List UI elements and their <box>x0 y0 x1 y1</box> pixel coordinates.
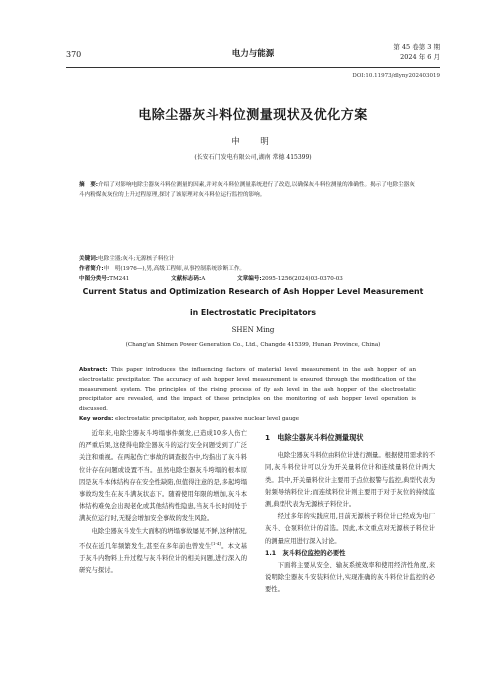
volume-text: 第 45 卷第 3 期 <box>393 43 440 51</box>
doc-code-label: 文献标志码: <box>171 276 202 282</box>
keywords-cn-label: 关键词: <box>79 256 99 262</box>
article-meta <box>79 254 416 284</box>
keywords-en-label: Key words: <box>79 415 114 422</box>
journal-name: 电力与能源 <box>231 49 275 59</box>
affiliation-english: (Chang'an Shimen Power Generation Co., Ltd., Changde 415399, Hunan Province, China) <box>125 342 381 348</box>
body-paragraph: 电除尘器灰斗料位由料位计进行测量。根据使用需求的不同,灰斗料位计可以分为开关量料位计和连续量料位计两大类。其中,开关量料位计主要用于点位报警与监控,典型代表为射频导纳料位计;而连续料位计则主要用于对于灰位的持续监测,典型代表为无源核子料位计。 <box>265 452 436 509</box>
doi[interactable]: DOI:10.11973/dlyny202403019 <box>352 73 440 79</box>
title-chinese: 电除尘器灰斗料位测量现状及优化方案 <box>138 108 368 123</box>
keywords-cn <box>79 254 416 264</box>
abstract-chinese <box>79 180 416 200</box>
author-intro <box>79 264 416 274</box>
author-intro-label: 作者简介: <box>79 266 104 272</box>
body-text: 。本文基于灰斗内物料上升过程与灰斗料位计的相关问题,进行深入的研究与探讨。 <box>79 542 247 575</box>
section-heading-1: 1 电除尘器灰斗料位测量现状 <box>265 433 364 442</box>
article-no-value: 2095-1256(2024)03-0370-03 <box>261 276 343 282</box>
author-english: SHEN Ming <box>231 326 275 334</box>
doc-code-value: A <box>201 276 206 282</box>
body-column-left <box>79 428 247 578</box>
title-english <box>66 281 440 323</box>
abstract-cn-text: 介绍了对影响电除尘器灰斗料位测量的因素,并对灰斗料位测量系统进行了改造,以确保灰斗料位测量的准确性。揭示了电除尘器灰斗内粉煤灰灰位的上升过程原理,探讨了该原理对灰斗料位运行监控的影响。 <box>79 182 415 198</box>
abstract-en-para <box>79 366 416 415</box>
clc-value: TM241 <box>109 276 130 282</box>
author-intro-text: 申 明(1976—),男,高级工程师,从事控制系统诊断工作。 <box>103 266 246 272</box>
body-column-right <box>265 428 435 597</box>
keywords-cn-text: 电除尘器;灰斗;无源核子料位计 <box>98 256 175 262</box>
abstract-en-label: Abstract: <box>79 367 108 373</box>
keywords-en <box>79 415 416 425</box>
keywords-en-text: electrostatic precipitator, ash hopper, passive nuclear level gauge <box>115 415 300 422</box>
title-en-line2: in Electrostatic Precipitators <box>189 308 317 317</box>
volume-issue <box>393 42 440 62</box>
body-paragraph: 近年来,电除尘器灰斗垮塌事件频发,已造成10多人伤亡的严重后果,这使得电除尘器灰斗的运行安全问题受到了广泛关注和重视。在两起伤亡事故的调查报告中,均指出了灰斗料位计存在问题或设置不当。虽然电除尘器灰斗垮塌的根本原因是灰斗本体结构存在安全性缺陷,但值得注意的是,多起垮塌事故均发生在灰斗满灰状态下。随着使用年限的增加,灰斗本体结构难免会出现老化或其他结构性隐患,当灰斗长时间处于满灰位运行时,无疑会增加安全事故的发生风险。 <box>79 430 247 523</box>
abstract-en-text: This paper introduces the influencing factors of material level measurement in the ash hopper of an electrostatic precipitator. The accuracy of ash hopper level measurement is ensured through the modification of the measurement system. The principles of the rising process of fly ash level in the ash hopper of the electrostatic precipitator are revealed, and the impact of these principles on the monitoring of ash hopper level operation is discussed. <box>79 367 417 413</box>
abstract-cn-para <box>79 180 416 200</box>
page-number: 370 <box>66 50 82 59</box>
author-chinese: 申 明 <box>231 137 275 147</box>
issue-date: 2024 年 6 月 <box>400 53 440 61</box>
abstract-cn-label: 摘 要: <box>79 182 99 188</box>
section-heading-1-1: 1.1 灰斗料位监控的必要性 <box>265 549 346 557</box>
affiliation-chinese: (长安石门发电有限公司,湖南 常德 415399) <box>194 154 312 161</box>
body-paragraph: 经过多年的实践应用,目前无源核子料位计已经成为电厂灰斗、仓泵料位计的首选。因此,本文重点对无源核子料位计的测量应用进行深入讨论。 <box>265 513 435 545</box>
body-paragraph: 下面将主要从安全、输灰系统效率和使用经济性角度,来说明除尘器灰斗安装料位计,实现准确的灰斗料位计监控的必要性。 <box>265 562 435 594</box>
body-paragraph <box>79 526 247 578</box>
body-text: 电除尘器灰斗发生大面积的坍塌事故屡见不鲜,这种情况,不仅在近几年频繁发生,甚至在多年前也曾发生 <box>79 527 247 550</box>
title-en-line1: Current Status and Optimization Research of Ash Hopper Level Measurement <box>82 287 424 296</box>
abstract-english <box>79 366 416 425</box>
article-no-label: 文章编号: <box>237 276 262 282</box>
running-header <box>66 40 440 66</box>
clc-label: 中图分类号: <box>79 276 110 282</box>
citation-ref[interactable]: [1-4] <box>211 540 221 546</box>
header-rule <box>66 67 440 68</box>
